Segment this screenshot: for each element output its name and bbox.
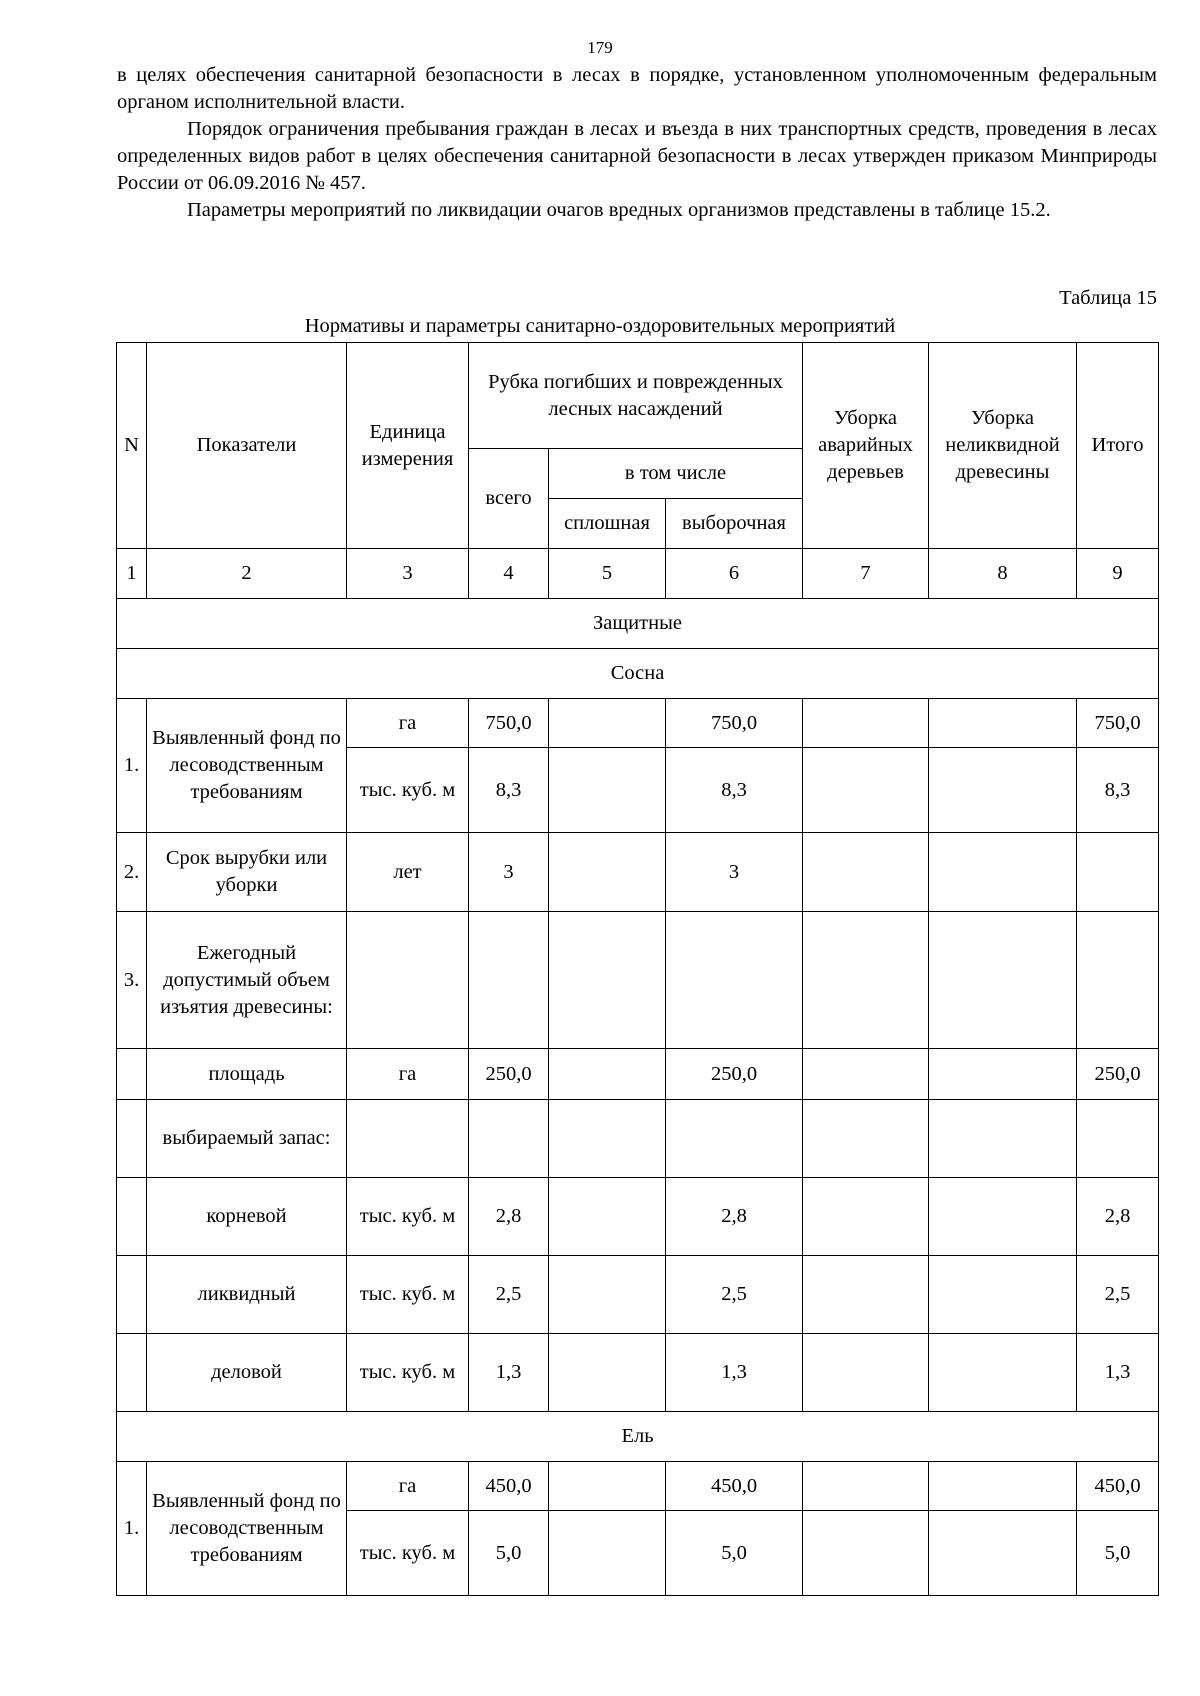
column-number: 8: [929, 549, 1077, 599]
cell-unit: га: [347, 1462, 469, 1511]
page-number: 179: [587, 38, 613, 57]
table-row: [117, 1100, 1159, 1178]
row-label: площадь: [147, 1049, 347, 1100]
cell-unit: тыс. куб. м: [347, 1178, 469, 1256]
header-including: в том числе: [549, 449, 803, 499]
header-n: N: [117, 343, 147, 549]
empty-cell: [549, 1100, 666, 1178]
cell-total: [1077, 833, 1159, 912]
cell-unit: тыс. куб. м: [347, 1256, 469, 1334]
empty-cell: [1077, 1100, 1159, 1178]
cell-unit: тыс. куб. м: [347, 748, 469, 833]
cell-all: 2,8: [469, 1178, 549, 1256]
cell-all: 5,0: [469, 1511, 549, 1596]
header-all: всего: [469, 449, 549, 549]
empty-cell: [117, 1256, 147, 1334]
empty-cell: [803, 912, 929, 1049]
cell-illiquid: [929, 1178, 1077, 1256]
cell-clear: [549, 748, 666, 833]
cell-clear: [549, 1178, 666, 1256]
cell-illiquid: [929, 1334, 1077, 1412]
row-label: Выявленный фонд по лесоводственным требованиям: [147, 699, 347, 833]
cell-all: 8,3: [469, 748, 549, 833]
cell-emergency: [803, 1511, 929, 1596]
cell-emergency: [803, 833, 929, 912]
intro-paragraph: Порядок ограничения пребывания граждан в лесах и въезда в них транспортных средств, проведения в лесах определенных видов работ в целях обеспечения санитарной безопасности в лесах утвержден приказом Минприроды России от 06.09.2016 № 457.: [117, 118, 1157, 194]
row-label: ликвидный: [147, 1256, 347, 1334]
cell-unit: тыс. куб. м: [347, 1511, 469, 1596]
cell-all: 1,3: [469, 1334, 549, 1412]
cell-emergency: [803, 1334, 929, 1412]
empty-cell: [549, 912, 666, 1049]
row-label: Выявленный фонд по лесоводственным требованиям: [147, 1462, 347, 1596]
column-number: 3: [347, 549, 469, 599]
cell-total: 2,5: [1077, 1256, 1159, 1334]
cell-unit: тыс. куб. м: [347, 1334, 469, 1412]
cell-selective: 750,0: [666, 699, 803, 748]
row-number: 2.: [117, 833, 147, 912]
cell-unit: га: [347, 699, 469, 748]
cell-total: 250,0: [1077, 1049, 1159, 1100]
row-number: 1.: [117, 1462, 147, 1596]
table-row: [117, 1462, 1159, 1511]
cell-illiquid: [929, 1511, 1077, 1596]
header-unit: Единица измерения: [347, 343, 469, 549]
table-row: [117, 833, 1159, 912]
row-number: 1.: [117, 699, 147, 833]
table-row: [117, 699, 1159, 748]
cell-clear: [549, 1462, 666, 1511]
cell-illiquid: [929, 748, 1077, 833]
cell-selective: 5,0: [666, 1511, 803, 1596]
row-label: Срок вырубки или уборки: [147, 833, 347, 912]
cell-all: 450,0: [469, 1462, 549, 1511]
empty-cell: [929, 912, 1077, 1049]
cell-selective: 3: [666, 833, 803, 912]
empty-cell: [117, 1178, 147, 1256]
cell-total: 1,3: [1077, 1334, 1159, 1412]
empty-cell: [469, 1100, 549, 1178]
column-number: 9: [1077, 549, 1159, 599]
row-label: Ежегодный допустимый объем изъятия древесины:: [147, 912, 347, 1049]
header-total: Итого: [1077, 343, 1159, 549]
cell-total: 450,0: [1077, 1462, 1159, 1511]
cell-total: 8,3: [1077, 748, 1159, 833]
table-row: [117, 1334, 1159, 1412]
cell-clear: [549, 1334, 666, 1412]
empty-cell: [666, 1100, 803, 1178]
cell-clear: [549, 699, 666, 748]
header-indicators: Показатели: [147, 343, 347, 549]
section-protective: Защитные: [117, 599, 1159, 649]
sanitary-measures-table: [116, 342, 1159, 1596]
empty-cell: [666, 912, 803, 1049]
column-number: 7: [803, 549, 929, 599]
table-label: Таблица 15: [1059, 287, 1157, 309]
empty-cell: [469, 912, 549, 1049]
cell-emergency: [803, 1049, 929, 1100]
cell-unit: лет: [347, 833, 469, 912]
row-label: корневой: [147, 1178, 347, 1256]
header-emergency-trees: Уборка аварийных деревьев: [803, 343, 929, 549]
column-number: 5: [549, 549, 666, 599]
cell-selective: 1,3: [666, 1334, 803, 1412]
cell-emergency: [803, 1178, 929, 1256]
cell-clear: [549, 1049, 666, 1100]
table-row: [117, 1256, 1159, 1334]
cell-selective: 450,0: [666, 1462, 803, 1511]
cell-illiquid: [929, 699, 1077, 748]
cell-total: 5,0: [1077, 1511, 1159, 1596]
row-label: деловой: [147, 1334, 347, 1412]
intro-paragraph: в целях обеспечения санитарной безопасности в лесах в порядке, установленном уполномоченным федеральным органом исполнительной власти.: [117, 64, 1157, 113]
empty-cell: [1077, 912, 1159, 1049]
table-row: [117, 1178, 1159, 1256]
cell-all: 3: [469, 833, 549, 912]
column-number: 2: [147, 549, 347, 599]
header-selective-felling: выборочная: [666, 499, 803, 549]
column-number: 4: [469, 549, 549, 599]
cell-all: 2,5: [469, 1256, 549, 1334]
cell-total: 2,8: [1077, 1178, 1159, 1256]
cell-illiquid: [929, 1049, 1077, 1100]
column-number: 6: [666, 549, 803, 599]
section-pine: Сосна: [117, 649, 1159, 699]
cell-emergency: [803, 699, 929, 748]
header-felling-group: Рубка погибших и поврежденных лесных насаждений: [469, 343, 803, 449]
cell-clear: [549, 833, 666, 912]
cell-all: 750,0: [469, 699, 549, 748]
cell-selective: 250,0: [666, 1049, 803, 1100]
intro-text: [117, 62, 1157, 224]
cell-unit: га: [347, 1049, 469, 1100]
cell-emergency: [803, 1256, 929, 1334]
cell-selective: 2,8: [666, 1178, 803, 1256]
cell-emergency: [803, 1462, 929, 1511]
column-number: 1: [117, 549, 147, 599]
header-clear-felling: сплошная: [549, 499, 666, 549]
empty-cell: [347, 912, 469, 1049]
table-title: Нормативы и параметры санитарно-оздоровительных мероприятий: [304, 315, 896, 337]
row-number: 3.: [117, 912, 147, 1049]
cell-illiquid: [929, 1256, 1077, 1334]
cell-total: 750,0: [1077, 699, 1159, 748]
table-row: [117, 912, 1159, 1049]
intro-paragraph: Параметры мероприятий по ликвидации очагов вредных организмов представлены в таблице 15.2.: [187, 199, 1051, 221]
cell-selective: 8,3: [666, 748, 803, 833]
empty-cell: [929, 1100, 1077, 1178]
empty-cell: [803, 1100, 929, 1178]
header-illiquid-wood: Уборка неликвидной древесины: [929, 343, 1077, 549]
cell-clear: [549, 1256, 666, 1334]
cell-all: 250,0: [469, 1049, 549, 1100]
column-numbers-row: [117, 549, 1159, 599]
cell-clear: [549, 1511, 666, 1596]
row-label: выбираемый запас:: [147, 1100, 347, 1178]
cell-emergency: [803, 748, 929, 833]
empty-cell: [117, 1334, 147, 1412]
empty-cell: [117, 1100, 147, 1178]
section-spruce: Ель: [117, 1412, 1159, 1462]
empty-cell: [347, 1100, 469, 1178]
cell-illiquid: [929, 833, 1077, 912]
table-row: [117, 1049, 1159, 1100]
cell-selective: 2,5: [666, 1256, 803, 1334]
cell-illiquid: [929, 1462, 1077, 1511]
empty-cell: [117, 1049, 147, 1100]
